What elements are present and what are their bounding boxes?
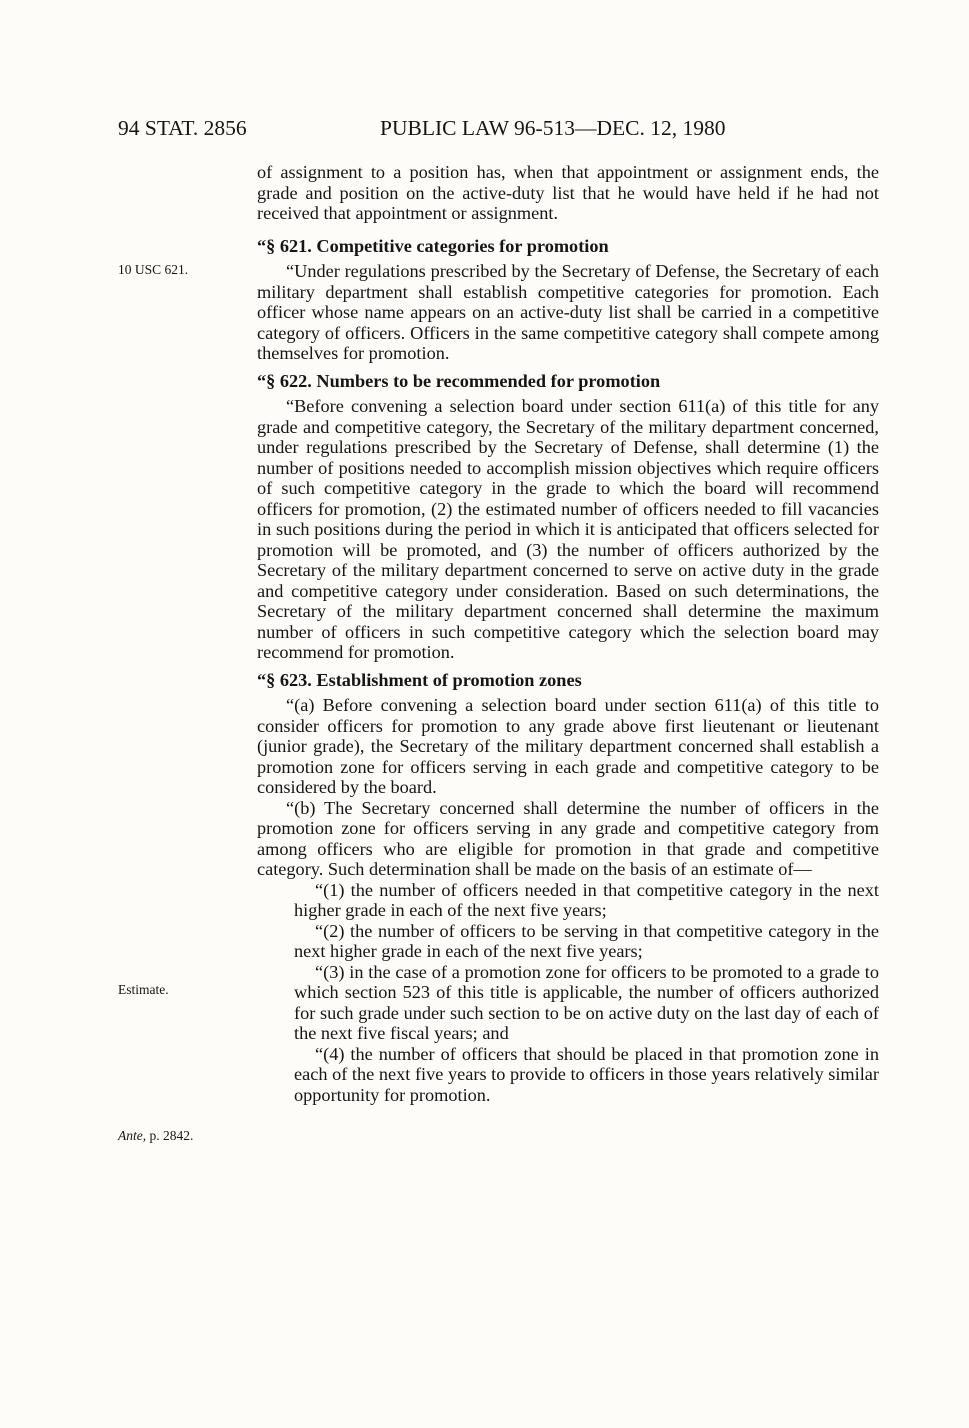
section-622-text: “Before convening a selection board under section 611(a) of this title for any grade and competitive category, the Secretary of the military department concerned, under regulations prescribed by the Secretary of Defense, shall determine (1) the number of positions needed to accomplish mission objectives which require officers of such competitive category in the grade to which the board will recommend officers for promotion, (2) the estimated number of officers needed to fill vacancies in such positions during the period in which it is anticipated that officers selected for promotion will be promoted, and (3) the number of officers authorized by the Secretary of the military department concerned to serve on active duty in the grade and competitive category under consideration. Based on such determinations, the Secretary of the military department concerned shall determine the maximum number of officers in such competitive category which the selection board may recommend for promotion.: [257, 396, 879, 662]
public-law-title: PUBLIC LAW 96-513—DEC. 12, 1980: [380, 116, 726, 140]
margin-note-usc-citation: 10 USC 621.: [118, 262, 189, 277]
section-621-text: “Under regulations prescribed by the Secretary of Defense, the Secretary of each military department shall establish competitive categories for promotion. Each officer whose name appears on an active-duty list shall be carried in a competitive category of officers. Officers in the same competitive category shall compete among themselves for promotion.: [257, 261, 879, 363]
paragraph-item-1: “(1) the number of officers needed in that competitive category in the next higher grade in each of the next five years;: [294, 879, 879, 920]
margin-note-estimate: Estimate.: [118, 982, 169, 997]
ante-label: Ante,: [118, 1128, 147, 1143]
section-623-heading: “§ 623. Establishment of promotion zones: [257, 669, 582, 690]
continued-paragraph: of assignment to a position has, when that appointment or assignment ends, the grade and position on the active-duty list that he would have held if he had not received that appointment or assignment.: [257, 162, 879, 223]
ante-page: p. 2842.: [146, 1128, 194, 1143]
section-622-heading: “§ 622. Numbers to be recommended for promotion: [257, 370, 661, 391]
section-623-subsection-a: “(a) Before convening a selection board under section 611(a) of this title to consider officers for promotion to any grade above first lieutenant or lieutenant (junior grade), the Secretary of the military department concerned shall establish a promotion zone for officers serving in each grade and competitive category to be considered by the board.: [257, 695, 879, 797]
margin-note-ante-reference: [118, 1128, 193, 1144]
section-621-heading: “§ 621. Competitive categories for promotion: [257, 235, 609, 256]
section-623-subsection-b: “(b) The Secretary concerned shall determine the number of officers in the promotion zone for officers serving in any grade and competitive category from among officers who are eligible for promotion in that grade and competitive category. Such determination shall be made on the basis of an estimate of—: [257, 797, 879, 879]
page-header: [0, 116, 969, 146]
paragraph-item-3: “(3) in the case of a promotion zone for officers to be promoted to a grade to which section 523 of this title is applicable, the number of officers authorized for such grade under such section to be on active duty on the last day of each of the next five fiscal years; and: [294, 961, 879, 1043]
paragraph-item-2: “(2) the number of officers to be serving in that competitive category in the next higher grade in each of the next five years;: [294, 920, 879, 961]
stat-page-number: 94 STAT. 2856: [118, 116, 247, 140]
paragraph-item-4: “(4) the number of officers that should be placed in that promotion zone in each of the next five years to provide to officers in those years relatively similar opportunity for promotion.: [294, 1043, 879, 1105]
statute-body: [257, 162, 879, 1105]
